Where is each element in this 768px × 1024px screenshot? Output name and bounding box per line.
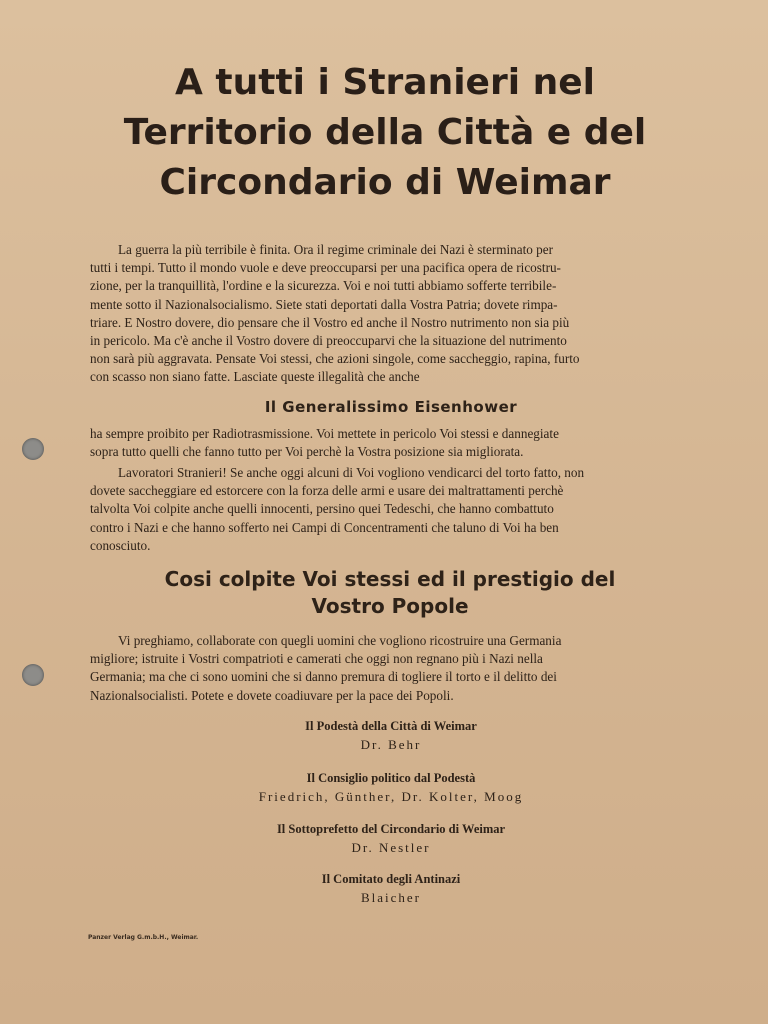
signature-role: Il Consiglio politico dal Podestà (306, 771, 476, 785)
text-line: triare. E Nostro dovere, dio pensare che il Vostro ed anche il Nostro nutrimento non sia più (90, 314, 570, 330)
subheading-eisenhower: Il Generalissimo Eisenhower (264, 398, 518, 416)
signature-podesta (90, 718, 692, 754)
paragraph-2 (90, 425, 692, 461)
paragraph-1 (90, 241, 692, 387)
printer-imprint: Panzer Verlag G.m.b.H., Weimar. (88, 934, 199, 941)
text-line: Vi preghiamo, collaborate con quegli uomini che vogliono ricostruire una Germania (118, 633, 562, 648)
text-line: Germania; ma che ci sono uomini che si danno premura di togliere il torto e il delitto dei (90, 669, 557, 685)
signature-role: Il Sottoprefetto del Circondario di Weimar (276, 822, 506, 836)
text-line: contro i Nazi e che hanno sofferto nei Campi di Concentramenti che taluno di Voi ha ben (90, 519, 559, 535)
signature-role: Il Podestà della Città di Weimar (305, 719, 477, 733)
signature-names: Dr. Behr (360, 737, 422, 752)
signature-comitato (90, 871, 692, 907)
text-line: talvolta Voi colpite anche quelli innocenti, persino quei Tedeschi, che hanno combattuto (90, 501, 554, 517)
text-line: non sarà più aggravata. Pensate Voi stessi, che azioni singole, come saccheggio, rapina, furto (90, 351, 580, 367)
text-line: zione, per la tranquillità, l'ordine e la sicurezza. Voi e noi tutti abbiamo sofferte terribile- (90, 278, 557, 294)
punch-hole-bottom (22, 664, 44, 686)
text-line: con scasso non siano fatte. Lasciate queste illegalità che anche (90, 369, 420, 385)
text-line: mente sotto il Nazionalsocialismo. Siete stati deportati dalla Vostra Patria; dovete rimpa- (90, 296, 558, 312)
paragraph-4 (90, 632, 692, 705)
subheading-line: Vostro Popole (311, 594, 469, 618)
text-line: Nazionalsocialisti. Potete e dovete coadiuvare per la pace dei Popoli. (90, 687, 454, 703)
subheading-prestigio (130, 566, 650, 620)
title-line: Territorio della Città e del (123, 112, 647, 153)
paragraph-3 (90, 464, 692, 555)
title-line: Circondario di Weimar (159, 162, 611, 203)
poster-title (60, 58, 710, 208)
text-line: ha sempre proibito per Radiotrasmissione. Voi mettete in pericolo Voi stessi e dannegiate (90, 426, 559, 441)
text-line: Lavoratori Stranieri! Se anche oggi alcuni di Voi vogliono vendicarci del torto fatto, non (118, 465, 585, 480)
text-line: in pericolo. Ma c'è anche il Vostro dovere di preoccuparvi che la situazione del nutrimento (90, 333, 567, 349)
text-line: dovete saccheggiare ed estorcere con la forza delle armi e usare dei maltrattamenti perchè (90, 483, 564, 499)
signature-consiglio (90, 770, 692, 806)
text-line: La guerra la più terribile è finita. Ora il regime criminale dei Nazi è sterminato per (118, 242, 553, 257)
punch-hole-top (22, 438, 44, 460)
text-line: sopra tutto quelli che fanno tutto per Voi perchè la Vostra posizione sia migliorata. (90, 444, 524, 460)
text-line: conosciuto. (90, 537, 151, 553)
title-line: A tutti i Stranieri nel (175, 62, 595, 103)
subheading-line: Cosi colpite Voi stessi ed il prestigio del (164, 567, 616, 591)
signature-names: Blaicher (360, 890, 422, 905)
text-line: migliore; istruite i Vostri compatrioti e camerati che oggi non regnano più i Nazi nella (90, 651, 543, 667)
signature-sottoprefetto (90, 821, 692, 857)
signature-names: Dr. Nestler (351, 840, 431, 855)
signature-names: Friedrich, Günther, Dr. Kolter, Moog (258, 789, 524, 804)
signature-role: Il Comitato degli Antinazi (321, 872, 461, 886)
text-line: tutti i tempi. Tutto il mondo vuole e deve preoccuparsi per una pacifica opera de ricostru- (90, 260, 561, 276)
